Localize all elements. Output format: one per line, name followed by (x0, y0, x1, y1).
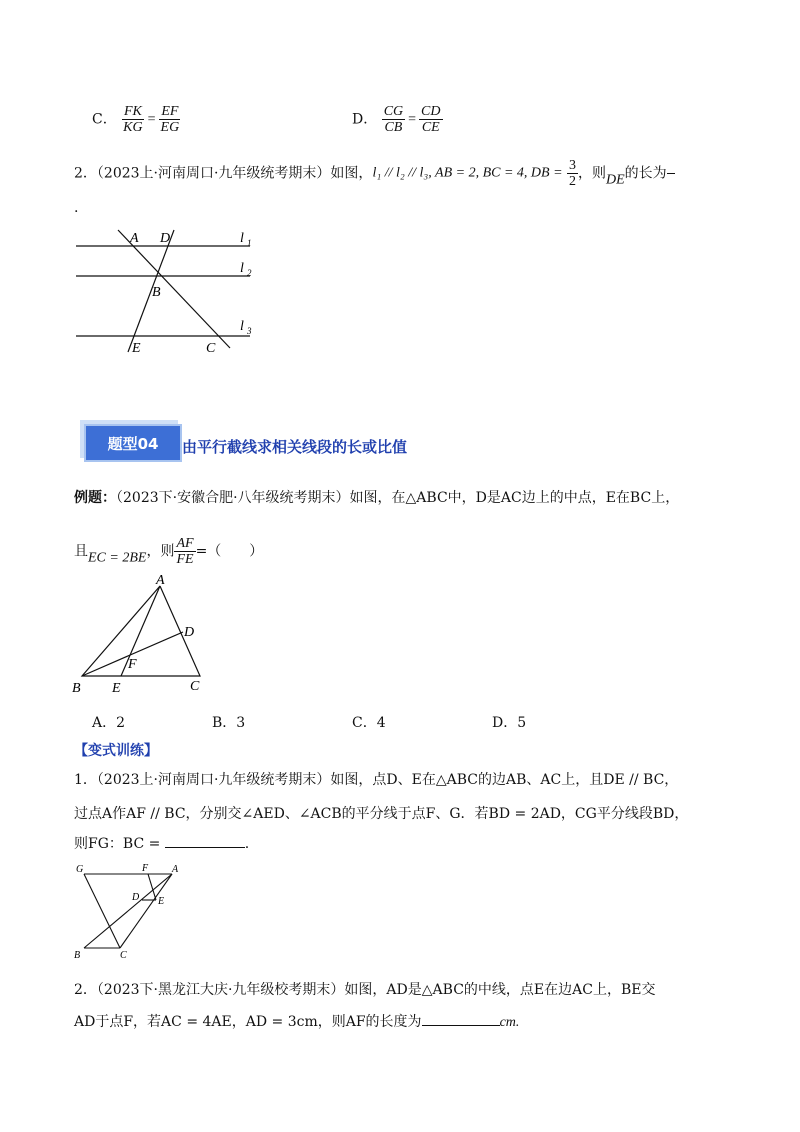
q2-condition: l₁ // l₂ // l₃, AB = 2, BC = 4, DB = (372, 165, 563, 181)
option-d (352, 104, 443, 135)
label-b: B (72, 681, 81, 696)
choice-b: B．3 (212, 715, 246, 731)
label-c: C (206, 341, 216, 356)
label-l1-sub: 1 (247, 238, 252, 248)
example-condition: EC = 2BE (88, 550, 147, 566)
option-d-frac-left (382, 104, 405, 135)
label-d: D (132, 892, 140, 903)
q2-period: . (74, 200, 79, 216)
trapezoid-figure (70, 860, 190, 960)
t2-line-2 (74, 1012, 519, 1033)
training-heading: 【变式训练】 (74, 743, 158, 759)
label-l3: l (240, 319, 244, 334)
section-badge: 题型04 (84, 424, 182, 462)
option-c (92, 104, 181, 135)
frac-denominator: CE (421, 120, 440, 135)
label-l2-sub: 2 (247, 268, 252, 278)
frac-denominator: FE (176, 552, 194, 567)
frac-denominator: CB (384, 120, 403, 135)
example-mid: ，则 (146, 543, 175, 560)
frac-numerator: 3 (568, 158, 576, 173)
t1-answer-blank (165, 847, 245, 848)
choice-a: A．2 (92, 715, 126, 731)
option-d-frac-right (419, 104, 442, 135)
label-e: E (112, 681, 121, 696)
label-l3-sub: 3 (247, 326, 252, 336)
t2-text: AD于点F，若AC = 4AE，AD = 3cm，则AF的长度为 (74, 1014, 422, 1030)
label-d: D (160, 231, 171, 246)
transversal-ac (118, 230, 230, 348)
choice-d: D．5 (492, 715, 527, 731)
example-fraction (174, 536, 195, 567)
t2-line-1: 2．（2023下·黑龙江大庆·九年级校考期末）如图，AD是△ABC的中线，点E在边AC上，BE交 (74, 982, 656, 998)
label-e: E (158, 896, 165, 907)
q2-fraction (567, 158, 578, 189)
frac-denominator: 2 (568, 174, 576, 189)
frac-numerator: CG (383, 104, 404, 119)
label-a: A (130, 231, 139, 246)
label-f: F (128, 657, 137, 672)
label-a: A (172, 864, 179, 875)
t1-line-3 (74, 834, 249, 854)
t1-suffix: . (244, 836, 250, 852)
frac-numerator: FK (123, 104, 142, 119)
q2-suffix2: 的长为 (624, 165, 667, 182)
option-d-label: D． (352, 111, 378, 128)
segment-fe (148, 874, 156, 900)
label-g: G (76, 864, 84, 875)
label-c: C (120, 950, 127, 960)
frac-denominator: EG (160, 120, 180, 135)
segment-ae (121, 586, 160, 676)
choice-c: C．4 (352, 715, 386, 731)
t2-unit: cm. (499, 1015, 520, 1030)
option-c-label: C． (92, 111, 117, 128)
label-l2: l (240, 261, 244, 276)
example-line-2 (74, 536, 263, 569)
q2-prefix: 2．（2023上·河南周口·九年级统考期末）如图， (74, 165, 373, 182)
label-d: D (184, 625, 195, 640)
q2-target: DE (605, 172, 625, 188)
parallel-lines-figure (68, 222, 268, 358)
label-b: B (152, 285, 161, 300)
label-e: E (132, 341, 141, 356)
section-title: 由平行截线求相关线段的长或比值 (182, 438, 408, 456)
label-b: B (74, 950, 81, 960)
t2-answer-blank (422, 1025, 500, 1026)
frac-numerator: AF (176, 536, 194, 551)
t1-line-1: 1．（2023上·河南周口·九年级统考期末）如图，点D、E在△ABC的边AB、AC上，且DE // BC， (74, 772, 679, 788)
segment-gc (84, 874, 120, 948)
t1-line-2: 过点A作AF // BC，分别交∠AED、∠ACB的平分线于点F、G．若BD = 2AD，CG平分线段BD， (74, 806, 689, 822)
example-line-1 (74, 488, 679, 508)
q2-answer-blank (667, 173, 675, 174)
equals-sign: = (147, 111, 156, 127)
frac-numerator: EF (161, 104, 179, 119)
example-label: 例题： (74, 490, 116, 506)
label-c: C (190, 679, 200, 694)
question-2 (74, 158, 675, 191)
example-suffix: =（ ） (195, 543, 264, 560)
q2-suffix1: ，则 (577, 165, 606, 182)
t1-prefix: 则FG：BC = (74, 836, 161, 852)
label-f: F (142, 863, 149, 874)
option-c-frac-left (121, 104, 144, 135)
frac-numerator: CD (421, 104, 441, 119)
option-c-frac-right (159, 104, 182, 135)
triangle-figure (68, 572, 218, 696)
frac-denominator: KG (123, 120, 143, 135)
label-l1: l (240, 231, 244, 246)
example-text: （2023下·安徽合肥·八年级统考期末）如图，在△ABC中，D是AC边上的中点，E在BC上， (116, 490, 680, 506)
example-prefix: 且 (74, 543, 88, 560)
equals-sign: = (408, 111, 417, 127)
label-a: A (156, 573, 165, 588)
